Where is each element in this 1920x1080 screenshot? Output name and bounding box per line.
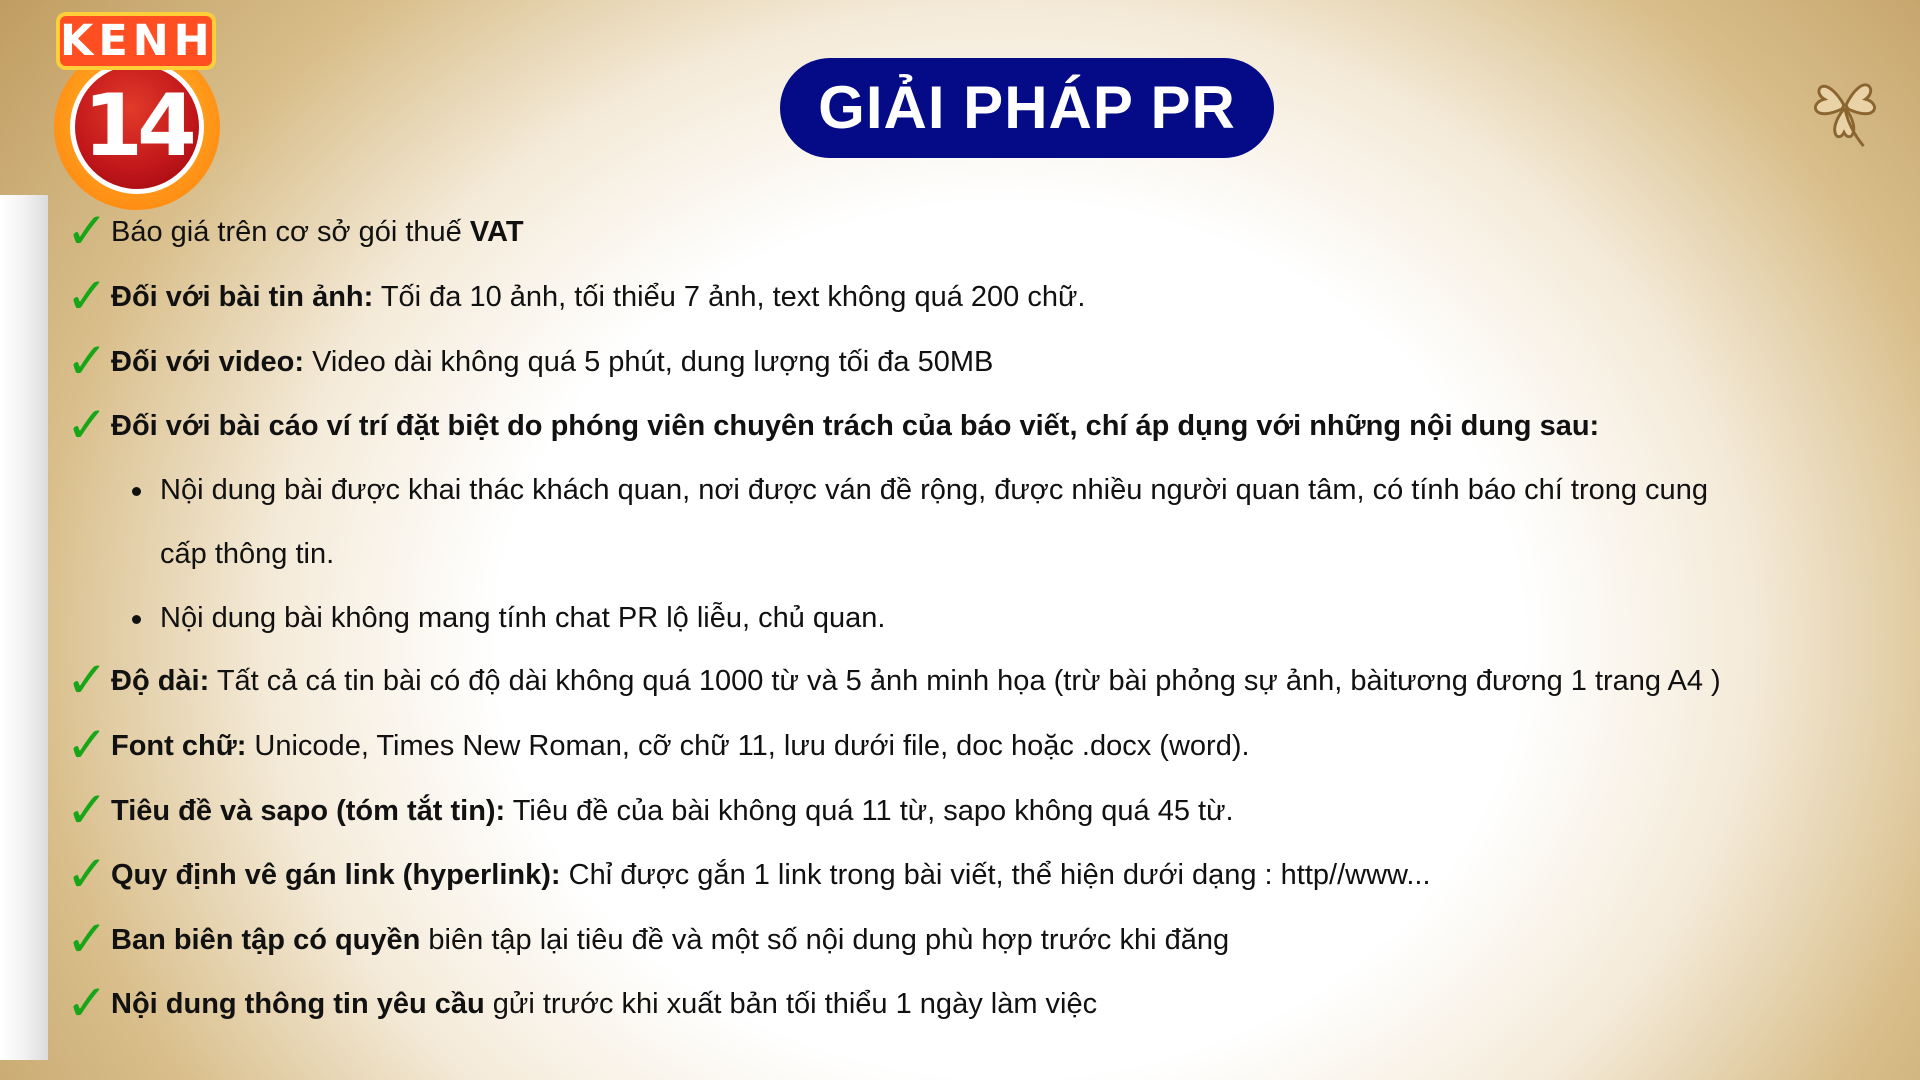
left-edge-bar <box>0 195 48 1060</box>
checkmark-icon: ✓ <box>66 396 108 454</box>
item-text: Đối với video: Video dài không quá 5 phút, dung lượng tối đa 50MB <box>111 346 994 378</box>
logo-number: 14 <box>70 60 204 194</box>
checkmark-icon: ✓ <box>66 781 108 839</box>
item-text: Quy định vê gán link (hyperlink): Chỉ được gắn 1 link trong bài viết, thể hiện dưới dạng : http//www... <box>111 859 1431 891</box>
sub-item-line: cấp thông tin. <box>160 538 335 570</box>
bullet-dot-icon <box>132 615 141 624</box>
clover-icon <box>1795 62 1893 150</box>
item-text: Tiêu đề và sapo (tóm tắt tin): Tiêu đề của bài không quá 11 từ, sapo không quá 45 từ. <box>111 795 1234 827</box>
sub-item-line: Nội dung bài không mang tính chat PR lộ liễu, chủ quan. <box>160 602 886 634</box>
checkmark-icon: ✓ <box>66 910 108 968</box>
item-text: Nội dung thông tin yêu cầu gửi trước khi xuất bản tối thiểu 1 ngày làm việc <box>111 988 1098 1020</box>
item-text: Đối với bài tin ảnh: Tối đa 10 ảnh, tối thiểu 7 ảnh, text không quá 200 chữ. <box>111 281 1086 313</box>
page-title: GIẢI PHÁP PR <box>780 58 1274 158</box>
kenh14-logo[interactable] <box>52 12 222 197</box>
item-text: Báo giá trên cơ sở gói thuế VAT <box>111 216 524 248</box>
bullet-dot-icon <box>132 487 141 496</box>
item-text: Ban biên tập có quyền biên tập lại tiêu đề và một số nội dung phù hợp trước khi đăng <box>111 924 1230 956</box>
checkmark-icon: ✓ <box>66 974 108 1032</box>
item-text: Đối với bài cáo ví trí đặt biệt do phóng viên chuyên trách của báo viết, chí áp dụng với những nội dung sau: <box>111 410 1600 442</box>
sub-item-line: Nội dung bài được khai thác khách quan, nơi được ván đề rộng, được nhiều người quan tâm, có tính báo chí trong cung <box>160 474 1708 506</box>
logo-tag-text: KENH <box>60 16 215 66</box>
item-text: Font chữ: Unicode, Times New Roman, cỡ chữ 11, lưu dưới file, doc hoặc .docx (word). <box>111 730 1250 762</box>
checkmark-icon: ✓ <box>66 651 108 709</box>
checkmark-icon: ✓ <box>66 267 108 325</box>
item-text: Độ dài: Tất cả cá tin bài có độ dài không quá 1000 từ và 5 ảnh minh họa (trừ bài phỏng sự ảnh, bàitương đương 1 trang A4 ) <box>111 665 1721 697</box>
checkmark-icon: ✓ <box>66 716 108 774</box>
checkmark-icon: ✓ <box>66 202 108 260</box>
checkmark-icon: ✓ <box>66 845 108 903</box>
checkmark-icon: ✓ <box>66 332 108 390</box>
